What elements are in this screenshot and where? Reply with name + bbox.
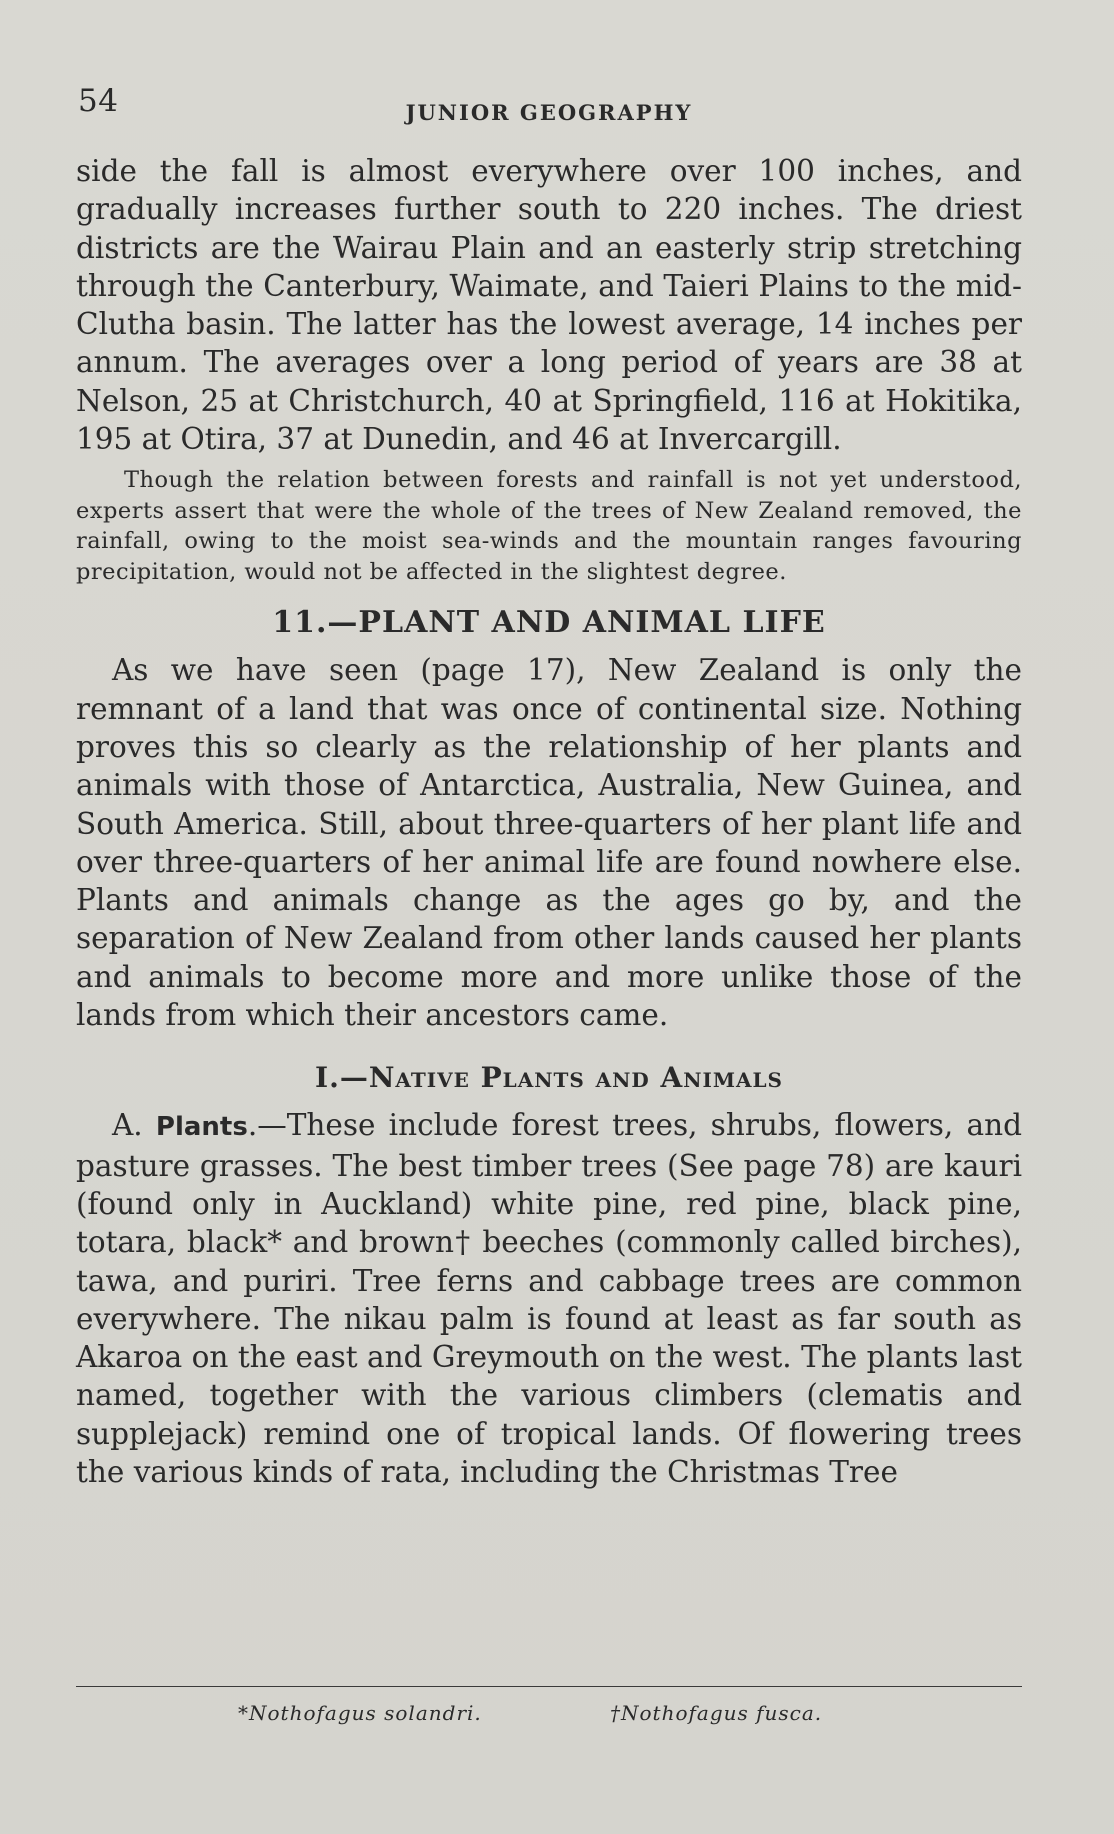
plants-lead: A. [112,1108,156,1143]
paragraph-rainfall: side the fall is almost everywhere over 100 inches, and gradually increases further south to 220 inches. The driest districts are the Wairau Plain and an easterly strip stretching through the Canterbury, Waimate, and Taieri Plains to the mid-Clutha basin. The latter has the lowest average, 14 inches per annum. The averages over a long period of years are 38 at Nelson, 25 at Christchurch, 40 at Springfield, 116 at Hokitika, 195 at Otira, 37 at Dunedin, and 46 at Invercargill. [76,154,1022,457]
section-heading: 11.—PLANT AND ANIMAL LIFE [272,605,826,641]
page-header [76,84,1022,146]
paragraph-plants [76,1106,1022,1491]
footnote-brown-beech: †Nothofagus fusca. [610,1701,823,1725]
plants-bold-label: Plants [155,1112,248,1143]
running-head: JUNIOR GEOGRAPHY [405,100,693,125]
footnote-divider [76,1686,1022,1687]
page-number: 54 [78,83,119,119]
footnote-black-beech: *Nothofagus solandri. [238,1701,482,1725]
paragraph-forests-note: Though the relation between forests and rainfall is not yet understood, experts assert that were the whole of the trees of New Zealand removed, the rainfall, owing to the moist sea-winds and the mountain ranges favouring precipitation, would not be affected in the slightest degree. [76,467,1022,585]
paragraph-plant-animal-life: As we have seen (page 17), New Zealand is only the remnant of a land that was once of continental size. Nothing proves this so clearly as the relationship of her plants and animals with those of Antarctica, Australia, New Guinea, and South America. Still, about three-quarters of her plant life and over three-quarters of her animal life are found nowhere else. Plants and animals change as the ages go by, and the separation of New Zealand from other lands caused her plants and animals to become more and more unlike those of the lands from which their ancestors came. [76,653,1022,1033]
sub-heading: I.—Native Plants and Animals [314,1061,783,1095]
plants-text: .—These include forest trees, shrubs, flowers, and pasture grasses. The best timber trees (See page 78) are kauri (found only in Auckland) white pine, red pine, black pine, totara, black* and brown† beeches (commonly called birches), tawa, and puriri. Tree ferns and cabbage trees are common everywhere. The nikau palm is found at least as far south as Akaroa on the east and Greymouth on the west. The plants last named, together with the various climbers (clematis and supplejack) remind one of tropical lands. Of flowering trees the various kinds of rata, including the Christmas Tree [76,1108,1022,1490]
